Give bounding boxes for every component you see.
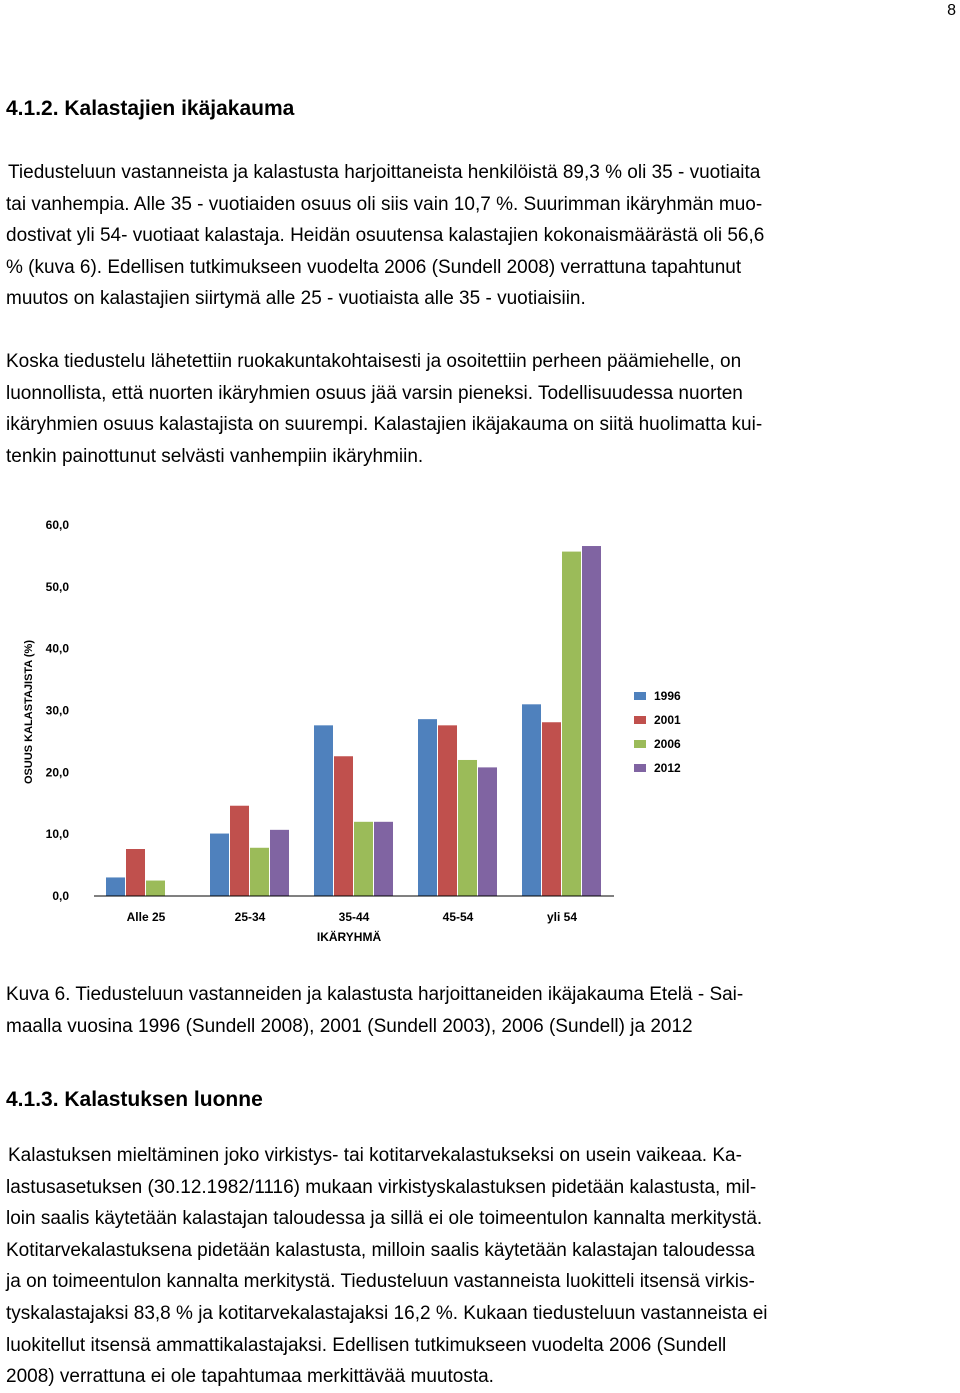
bar-2001-45-54 [438, 725, 457, 896]
legend-swatch-1996 [634, 692, 646, 700]
legend-swatch-2012 [634, 764, 646, 772]
text-line: Kotitarvekalastuksena pidetään kalastusta, milloin saalis käytetään kalastajan taloudessa [6, 1239, 755, 1261]
text-line: luonnollista, että nuorten ikäryhmien osuus jää varsin pieneksi. Todellisuudessa nuorten [6, 382, 743, 404]
text-line: tyskalastajaksi 83,8 % ja kotitarvekalastajaksi 16,2 %. Kukaan tiedusteluun vastanneista ei [6, 1302, 768, 1324]
bar-1996-yli-54 [522, 704, 541, 896]
bar-2006-45-54 [458, 760, 477, 896]
text-line: maalla vuosina 1996 (Sundell 2008), 2001 (Sundell 2003), 2006 (Sundell) ja 2012 [6, 1015, 693, 1037]
bar-2006-25-34 [250, 848, 269, 896]
x-axis-title: IKÄRYHMÄ [316, 930, 382, 944]
bar-1996-35-44 [314, 725, 333, 896]
paragraph-survey-bias [6, 346, 954, 472]
bar-1996-25-34 [210, 834, 229, 896]
bar-2012-25-34 [270, 830, 289, 896]
bar-2012-45-54 [478, 767, 497, 896]
text-line: % (kuva 6). Edellisen tutkimukseen vuodelta 2006 (Sundell 2008) verrattuna tapahtunut [6, 256, 742, 278]
x-tick-label: Alle 25 [126, 910, 166, 924]
bar-2006-yli-54 [562, 552, 581, 896]
text-line: Tiedusteluun vastanneista ja kalastusta harjoittaneista henkilöistä 89,3 % oli 35 - vuotiaita [8, 162, 761, 183]
y-tick-label: 30,0 [45, 703, 69, 718]
age-distribution-chart [14, 500, 694, 960]
y-tick-label: 50,0 [45, 579, 69, 594]
text-line: loin saalis käytetään kalastajan taloudessa ja sillä ei ole toimeentulon kannalta merkitystä. [6, 1208, 763, 1230]
bar-2001-yli-54 [542, 722, 561, 896]
section-heading-fishing-type: 4.1.3. Kalastuksen luonne [6, 1088, 263, 1111]
x-tick-label: 25-34 [234, 910, 266, 924]
paragraph-age-summary [6, 157, 954, 315]
text-line: Kuva 6. Tiedusteluun vastanneiden ja kalastusta harjoittaneiden ikäjakauma Etelä - Sai- [6, 984, 744, 1005]
text-line: Kalastuksen mieltäminen joko virkistys- tai kotitarvekalastukseksi on usein vaikeaa. Ka- [8, 1145, 742, 1166]
text-line: tenkin painottunut selvästi vanhempiin ikäryhmiin. [6, 445, 424, 467]
bar-2001-25-34 [230, 806, 249, 896]
bar-2012-yli-54 [582, 546, 601, 896]
y-tick-label: 20,0 [45, 765, 69, 780]
x-tick-label: 45-54 [442, 910, 474, 924]
text-line: muutos on kalastajien siirtymä alle 25 - vuotiaista alle 35 - vuotiaisiin. [6, 288, 586, 310]
bar-2006-alle-25 [146, 881, 165, 896]
bar-2006-35-44 [354, 822, 373, 896]
text-line: lastusasetuksen (30.12.1982/1116) mukaan virkistyskalastuksen pidetään kalastusta, mil- [6, 1176, 757, 1198]
text-line: ja on toimeentulon kannalta merkitystä. Tiedusteluun vastanneista luokitteli itsensä virkis- [6, 1271, 755, 1293]
legend-label: 2012 [654, 761, 681, 775]
figure-caption [6, 979, 954, 1042]
y-tick-label: 0,0 [52, 889, 69, 903]
x-tick-label: yli 54 [546, 910, 578, 924]
y-axis-title: OSUUS KALASTAJISTA (%) [23, 639, 35, 785]
legend-swatch-2006 [634, 740, 646, 748]
text-line: luokitellut itsensä ammattikalastajaksi. Edellisen tutkimukseen vuodelta 2006 (Sundell [6, 1334, 727, 1356]
chart-legend [634, 689, 681, 775]
text-line: Koska tiedustelu lähetettiin ruokakuntakohtaisesti ja osoitettiin perheen päämiehelle, on [6, 351, 742, 372]
text-line: ikäryhmien osuus kalastajista on suurempi. Kalastajien ikäjakauma on siitä huolimatta kui- [6, 414, 763, 436]
bar-2001-35-44 [334, 756, 353, 896]
x-tick-label: 35-44 [338, 910, 370, 924]
paragraph-fishing-type [6, 1140, 954, 1393]
legend-label: 1996 [654, 689, 681, 703]
bar-2001-alle-25 [126, 849, 145, 896]
bar-1996-45-54 [418, 719, 437, 896]
section-heading-age-distribution: 4.1.2. Kalastajien ikäjakauma [6, 97, 295, 120]
legend-label: 2006 [654, 737, 681, 751]
text-line: 2008) verrattuna ei ole tapahtumaa merkittävää muutosta. [6, 1366, 494, 1388]
bar-2012-35-44 [374, 822, 393, 896]
bar-1996-alle-25 [106, 877, 125, 896]
y-tick-label: 60,0 [45, 518, 69, 532]
text-line: dostivat yli 54- vuotiaat kalastaja. Heidän osuutensa kalastajien kokonaismäärästä oli 56,6 [6, 225, 765, 247]
y-tick-label: 10,0 [45, 827, 69, 842]
legend-swatch-2001 [634, 716, 646, 724]
legend-label: 2001 [654, 713, 681, 727]
page-number: 8 [947, 2, 956, 19]
text-line: tai vanhempia. Alle 35 - vuotiaiden osuus oli siis vain 10,7 %. Suurimman ikäryhmän muo- [6, 193, 763, 215]
y-tick-label: 40,0 [45, 641, 69, 656]
